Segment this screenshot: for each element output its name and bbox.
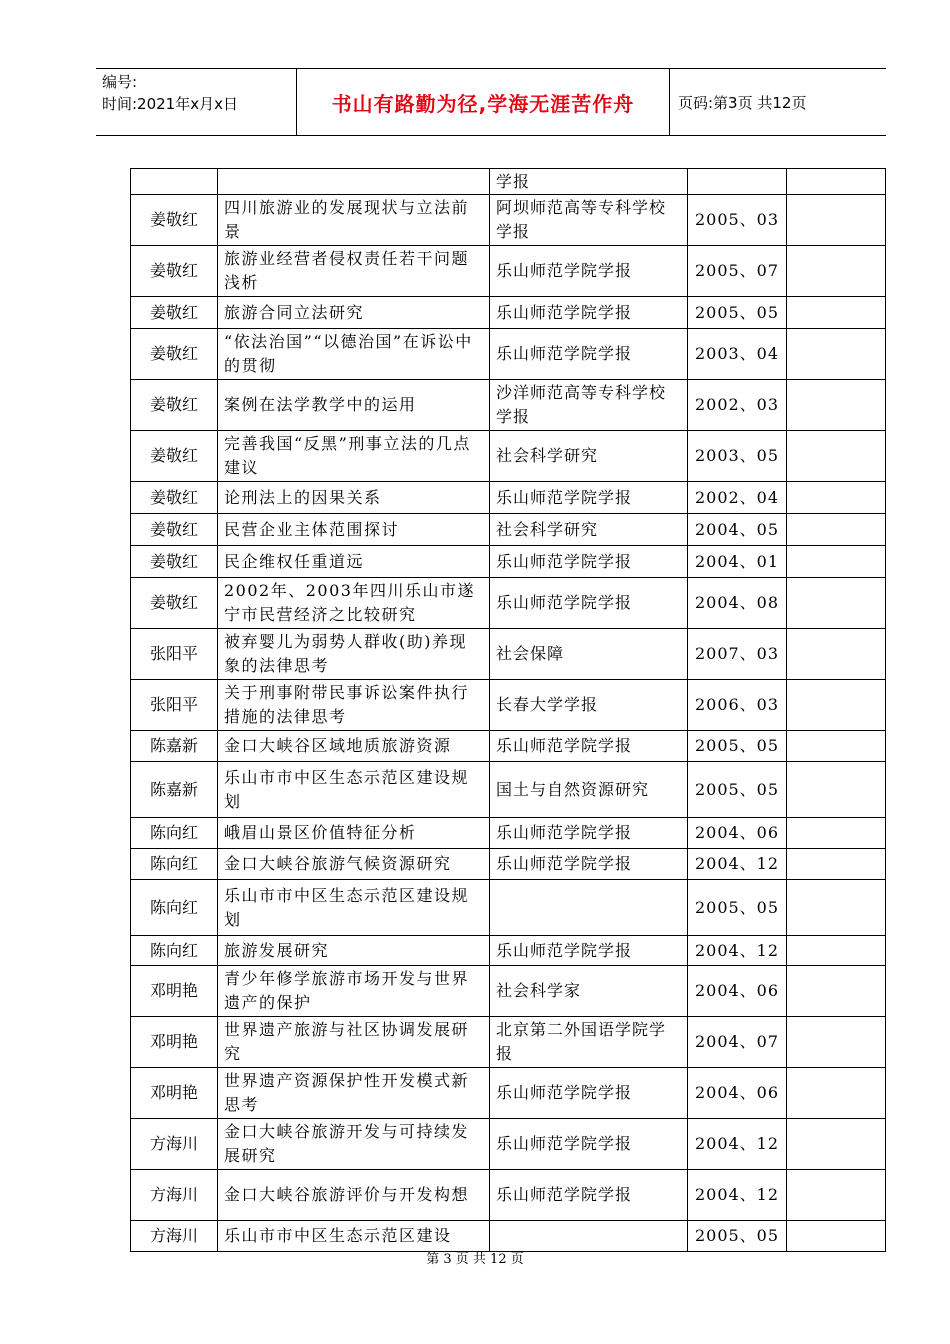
journal-cell: 乐山师范学院学报 [490, 1119, 688, 1170]
table-row [131, 880, 886, 936]
journal-cell: 乐山师范学院学报 [490, 936, 688, 966]
title-cell: 世界遗产资源保护性开发模式新思考 [218, 1068, 490, 1119]
journal-cell: 乐山师范学院学报 [490, 329, 688, 380]
empty-cell [787, 1221, 886, 1252]
date-cell: 2003、04 [688, 329, 787, 380]
title-cell: 乐山市市中区生态示范区建设 [218, 1221, 490, 1252]
title-cell: 世界遗产旅游与社区协调发展研究 [218, 1017, 490, 1068]
title-cell: 案例在法学教学中的运用 [218, 380, 490, 431]
journal-cell: 乐山师范学院学报 [490, 849, 688, 880]
table-row [131, 514, 886, 546]
date-cell: 2004、12 [688, 1119, 787, 1170]
title-cell: 完善我国“反黑”刑事立法的几点建议 [218, 431, 490, 482]
table-row [131, 680, 886, 731]
table-row [131, 329, 886, 380]
author-cell: 方海川 [131, 1170, 218, 1221]
author-cell: 张阳平 [131, 629, 218, 680]
journal-cell: 乐山师范学院学报 [490, 297, 688, 329]
date-cell: 2004、06 [688, 1068, 787, 1119]
journal-cell: 乐山师范学院学报 [490, 1170, 688, 1221]
author-cell: 姜敬红 [131, 514, 218, 546]
title-cell: 被弃婴儿为弱势人群收(助)养现象的法律思考 [218, 629, 490, 680]
table-row [131, 297, 886, 329]
author-cell: 陈嘉新 [131, 762, 218, 818]
empty-cell [787, 849, 886, 880]
empty-cell [787, 1170, 886, 1221]
title-cell: 乐山市市中区生态示范区建设规划 [218, 762, 490, 818]
title-cell: 论刑法上的因果关系 [218, 482, 490, 514]
empty-cell [787, 246, 886, 297]
author-cell: 陈向红 [131, 849, 218, 880]
table-row [131, 195, 886, 246]
author-cell: 姜敬红 [131, 578, 218, 629]
journal-cell: 社会保障 [490, 629, 688, 680]
title-cell: 金口大峡谷旅游开发与可持续发展研究 [218, 1119, 490, 1170]
author-cell: 邓明艳 [131, 1068, 218, 1119]
table-row [131, 1119, 886, 1170]
table-row [131, 1068, 886, 1119]
journal-cell: 乐山师范学院学报 [490, 731, 688, 762]
journal-cell: 乐山师范学院学报 [490, 246, 688, 297]
journal-cell: 社会科学家 [490, 966, 688, 1017]
header-page-number: 页码:第3页 共12页 [678, 93, 807, 112]
title-cell: 峨眉山景区价值特征分析 [218, 818, 490, 849]
author-cell: 陈向红 [131, 936, 218, 966]
title-cell: 民营企业主体范围探讨 [218, 514, 490, 546]
journal-cell: 学报 [490, 169, 688, 195]
date-cell: 2005、05 [688, 880, 787, 936]
header-date: 时间:2021年x月x日 [102, 95, 238, 113]
date-cell: 2004、06 [688, 818, 787, 849]
table-row [131, 731, 886, 762]
date-cell: 2004、12 [688, 849, 787, 880]
date-cell: 2005、05 [688, 762, 787, 818]
date-cell: 2004、01 [688, 546, 787, 578]
empty-cell [787, 431, 886, 482]
header-motto: 书山有路勤为径,学海无涯苦作舟 [296, 69, 670, 135]
author-cell [131, 169, 218, 195]
empty-cell [787, 195, 886, 246]
table-row [131, 380, 886, 431]
date-cell: 2003、05 [688, 431, 787, 482]
journal-cell: 长春大学学报 [490, 680, 688, 731]
date-cell: 2004、12 [688, 1170, 787, 1221]
title-cell: 青少年修学旅游市场开发与世界遗产的保护 [218, 966, 490, 1017]
title-cell: 金口大峡谷旅游气候资源研究 [218, 849, 490, 880]
empty-cell [787, 731, 886, 762]
table-row [131, 482, 886, 514]
page-header [96, 68, 886, 136]
date-cell: 2004、05 [688, 514, 787, 546]
date-cell: 2005、05 [688, 1221, 787, 1252]
table-row [131, 1221, 886, 1252]
author-cell: 姜敬红 [131, 546, 218, 578]
title-cell: 四川旅游业的发展现状与立法前景 [218, 195, 490, 246]
date-cell: 2006、03 [688, 680, 787, 731]
author-cell: 姜敬红 [131, 195, 218, 246]
title-cell: 金口大峡谷旅游评价与开发构想 [218, 1170, 490, 1221]
journal-cell: 乐山师范学院学报 [490, 818, 688, 849]
journal-cell [490, 880, 688, 936]
empty-cell [787, 680, 886, 731]
empty-cell [787, 880, 886, 936]
date-cell: 2002、04 [688, 482, 787, 514]
journal-cell: 阿坝师范高等专科学校学报 [490, 195, 688, 246]
table-row [131, 246, 886, 297]
title-cell: 民企维权任重道远 [218, 546, 490, 578]
empty-cell [787, 1119, 886, 1170]
table-row [131, 1170, 886, 1221]
date-cell: 2004、06 [688, 966, 787, 1017]
title-cell [218, 169, 490, 195]
title-cell: 旅游业经营者侵权责任若干问题浅析 [218, 246, 490, 297]
table-row [131, 936, 886, 966]
header-meta [96, 69, 296, 135]
table-row [131, 629, 886, 680]
author-cell: 陈向红 [131, 880, 218, 936]
author-cell: 方海川 [131, 1119, 218, 1170]
date-cell: 2002、03 [688, 380, 787, 431]
publications-table-body [131, 169, 886, 1252]
journal-cell: 沙洋师范高等专科学校学报 [490, 380, 688, 431]
table-row [131, 1017, 886, 1068]
journal-cell: 乐山师范学院学报 [490, 1068, 688, 1119]
author-cell: 姜敬红 [131, 329, 218, 380]
journal-cell: 乐山师范学院学报 [490, 546, 688, 578]
empty-cell [787, 936, 886, 966]
title-cell: “依法治国”“以德治国”在诉讼中的贯彻 [218, 329, 490, 380]
empty-cell [787, 762, 886, 818]
journal-cell: 国土与自然资源研究 [490, 762, 688, 818]
date-cell: 2005、05 [688, 731, 787, 762]
journal-cell: 乐山师范学院学报 [490, 482, 688, 514]
empty-cell [787, 546, 886, 578]
table-row [131, 849, 886, 880]
author-cell: 陈嘉新 [131, 731, 218, 762]
empty-cell [787, 482, 886, 514]
empty-cell [787, 514, 886, 546]
author-cell: 张阳平 [131, 680, 218, 731]
empty-cell [787, 629, 886, 680]
date-cell: 2004、08 [688, 578, 787, 629]
title-cell: 乐山市市中区生态示范区建设规划 [218, 880, 490, 936]
author-cell: 邓明艳 [131, 966, 218, 1017]
empty-cell [787, 1068, 886, 1119]
author-cell: 姜敬红 [131, 431, 218, 482]
header-number-label: 编号: [102, 73, 138, 91]
author-cell: 邓明艳 [131, 1017, 218, 1068]
title-cell: 旅游合同立法研究 [218, 297, 490, 329]
empty-cell [787, 297, 886, 329]
date-cell [688, 169, 787, 195]
empty-cell [787, 1017, 886, 1068]
date-cell: 2005、03 [688, 195, 787, 246]
table-row [131, 546, 886, 578]
journal-cell: 乐山师范学院学报 [490, 578, 688, 629]
author-cell: 姜敬红 [131, 246, 218, 297]
date-cell: 2005、07 [688, 246, 787, 297]
empty-cell [787, 329, 886, 380]
author-cell: 姜敬红 [131, 482, 218, 514]
title-cell: 旅游发展研究 [218, 936, 490, 966]
date-cell: 2004、07 [688, 1017, 787, 1068]
table-row [131, 169, 886, 195]
empty-cell [787, 966, 886, 1017]
empty-cell [787, 169, 886, 195]
title-cell: 金口大峡谷区域地质旅游资源 [218, 731, 490, 762]
date-cell: 2005、05 [688, 297, 787, 329]
journal-cell: 社会科学研究 [490, 431, 688, 482]
journal-cell [490, 1221, 688, 1252]
empty-cell [787, 380, 886, 431]
table-row [131, 578, 886, 629]
title-cell: 2002年、2003年四川乐山市遂宁市民营经济之比较研究 [218, 578, 490, 629]
date-cell: 2007、03 [688, 629, 787, 680]
date-cell: 2004、12 [688, 936, 787, 966]
publications-table [130, 168, 886, 1252]
empty-cell [787, 818, 886, 849]
journal-cell: 社会科学研究 [490, 514, 688, 546]
author-cell: 姜敬红 [131, 297, 218, 329]
author-cell: 方海川 [131, 1221, 218, 1252]
page-footer: 第 3 页 共 12 页 [426, 1252, 524, 1267]
table-row [131, 762, 886, 818]
title-cell: 关于刑事附带民事诉讼案件执行措施的法律思考 [218, 680, 490, 731]
journal-cell: 北京第二外国语学院学报 [490, 1017, 688, 1068]
table-row [131, 818, 886, 849]
author-cell: 陈向红 [131, 818, 218, 849]
empty-cell [787, 578, 886, 629]
table-row [131, 431, 886, 482]
table-row [131, 966, 886, 1017]
author-cell: 姜敬红 [131, 380, 218, 431]
